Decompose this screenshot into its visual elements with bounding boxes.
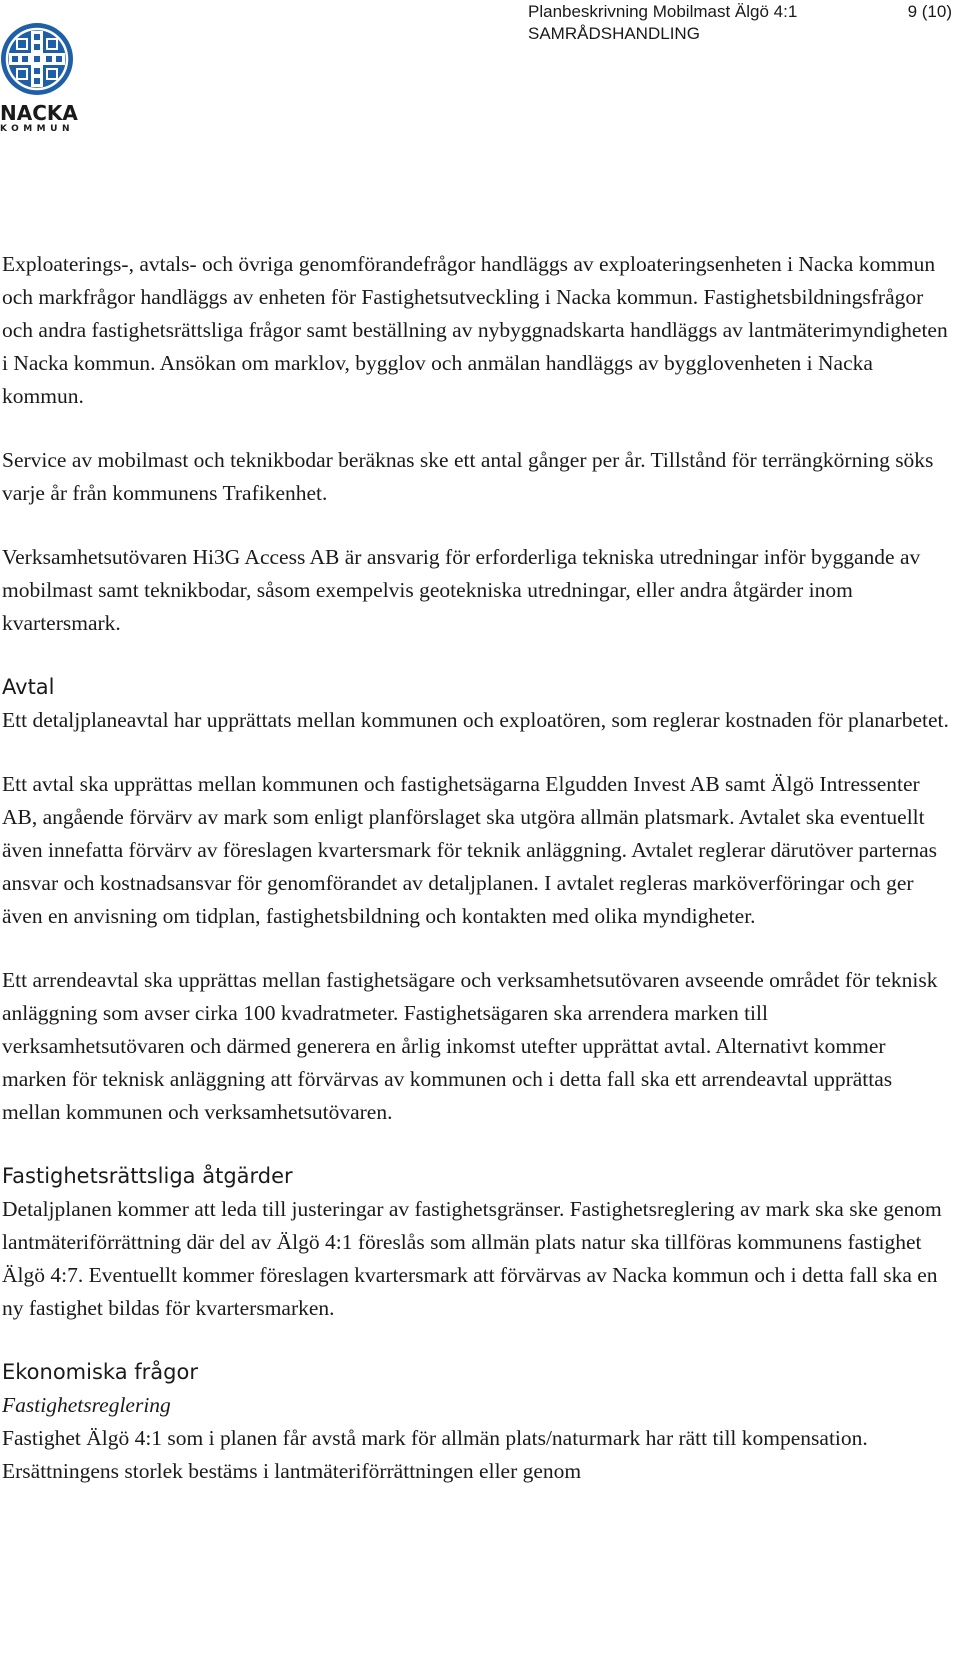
page-number: 9 (10): [907, 2, 952, 21]
section-heading-fastighetsrattsliga: Fastighetsrättsliga åtgärder: [2, 1164, 293, 1188]
logo-sub: KOMMUN: [0, 124, 74, 134]
paragraph: Ett arrendeavtal ska upprättas mellan fastighetsägare och verksamhetsutövaren avseende området för teknisk anläggning som avser cirka 100 kvadratmeter. Fastighetsägaren ska arrendera marken till verksamhetsutövaren och därmed generera en årlig inkomst utefter upprättat avtal. Alternativt kommer marken för teknisk anläggning att förvärvas av kommunen och i detta fall ska ett arrendeavtal upprättas mellan kommunen och verksamhetsutövaren.: [2, 968, 938, 1124]
document-status: SAMRÅDSHANDLING: [528, 24, 700, 43]
paragraph: Ett detaljplaneavtal har upprättats mellan kommunen och exploatören, som reglerar kostnaden för planarbetet.: [2, 708, 949, 732]
nacka-kommun-logo: [0, 22, 80, 134]
paragraph: Detaljplanen kommer att leda till justeringar av fastighetsgränser. Fastighetsreglering av mark ska ske genom lantmäteriförrättning där del av Älgö 4:1 föreslås som allmän plats natur ska tillföras kommunens fastighet Älgö 4:7. Eventuellt kommer föreslagen kvartersmark att förvärvas av Nacka kommun och i detta fall ska en ny fastighet bildas för kvartersmarken.: [2, 1197, 942, 1320]
subheading-fastighetsreglering: Fastighetsreglering: [2, 1393, 171, 1417]
nacka-emblem-icon: [0, 22, 74, 96]
document-body: [2, 248, 954, 1488]
paragraph: Exploaterings-, avtals- och övriga genomförandefrågor handläggs av exploateringsenheten i Nacka kommun och markfrågor handläggs av enheten för Fastighetsutveckling i Nacka kommun. Fastighetsbildningsfrågor och andra fastighetsrättsliga frågor samt beställning av nybyggnadskarta handläggs av lantmäterimyndigheten i Nacka kommun. Ansökan om marklov, bygglov och anmälan handläggs av bygglovenheten i Nacka kommun.: [2, 252, 948, 408]
logo-name: NACKA: [0, 101, 78, 125]
paragraph: Verksamhetsutövaren Hi3G Access AB är ansvarig för erforderliga tekniska utredningar inför byggande av mobilmast samt teknikbodar, såsom exempelvis geotekniska utredningar, eller andra åtgärder inom kvartersmark.: [2, 545, 921, 635]
section-heading-avtal: Avtal: [2, 675, 55, 699]
section-heading-ekonomiska: Ekonomiska frågor: [2, 1360, 198, 1384]
paragraph: Service av mobilmast och teknikbodar beräknas ske ett antal gånger per år. Tillstånd för terrängkörning söks varje år från kommunens Trafikenhet.: [2, 448, 934, 505]
paragraph: Ett avtal ska upprättas mellan kommunen och fastighetsägarna Elgudden Invest AB samt Älgö Intressenter AB, angående förvärv av mark som enligt planförslaget ska utgöra allmän platsmark. Avtalet ska eventuellt även innefatta förvärv av föreslagen kvartersmark för teknik anläggning. Avtalet reglerar därutöver parternas ansvar och kostnadsansvar för genomförandet av detaljplanen. I avtalet regleras marköverföringar och ger även en anvisning om tidplan, fastighetsbildning och kontakten med olika myndigheter.: [2, 772, 938, 928]
paragraph: Fastighet Älgö 4:1 som i planen får avstå mark för allmän plats/naturmark har rätt till kompensation. Ersättningens storlek bestäms i lantmäteriförrättningen eller genom: [2, 1426, 868, 1483]
document-title: Planbeskrivning Mobilmast Älgö 4:1: [528, 2, 798, 21]
